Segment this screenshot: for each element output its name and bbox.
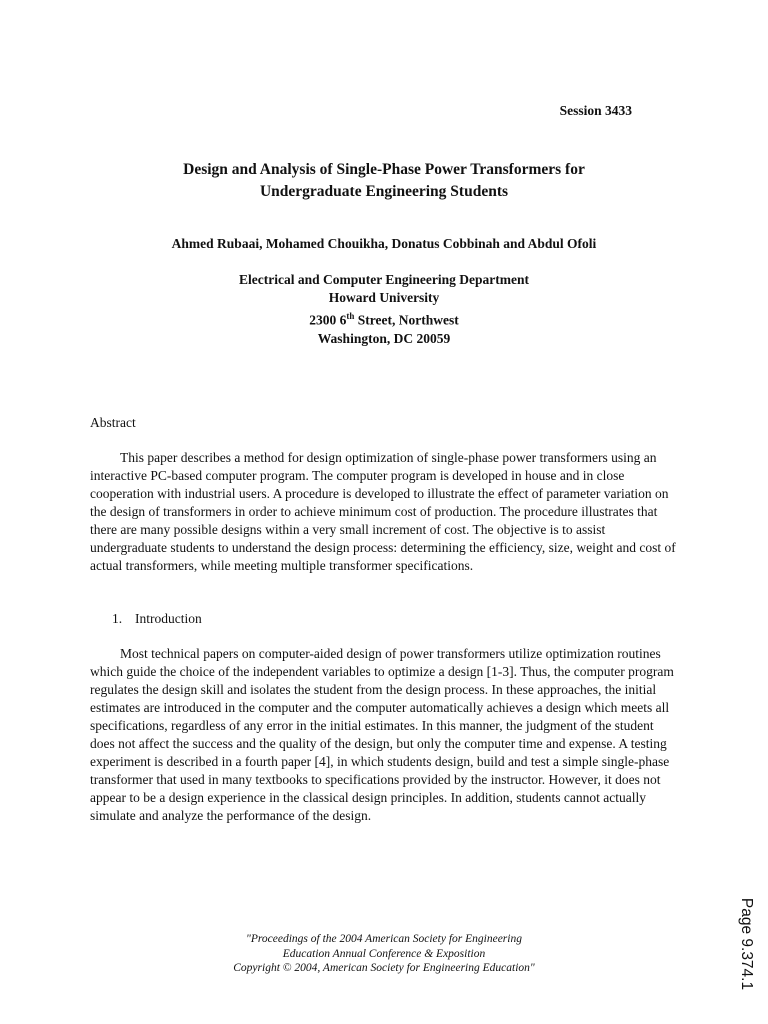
proceedings-footer [0,932,768,976]
city: Washington, DC 20059 [317,330,451,346]
abstract-heading: Abstract [90,415,136,430]
street-address: 2300 6th Street, Northwest [309,311,459,328]
paper-title [0,159,768,203]
footer-line-1: "Proceedings of the 2004 American Society for Engineering [246,933,522,945]
affiliation [0,271,768,348]
footer-line-3: Copyright © 2004, American Society for Engineering Education" [233,962,535,974]
introduction-paragraph: Most technical papers on computer-aided design of power transformers utilize optimization routines which guide the choice of the independent variables to optimize a design [1-3]. Thus, the computer program regulates the design skill and isolates the student from the design process. In these approaches, the initial estimates are introduced in the computer and the computer automatically achieves a design which meets all specifications, regardless of any error in the initial estimates. In this manner, the judgment of the student does not affect the success and the quality of the design, but only the computer time and expense. A testing experiment is described in a fourth paper [4], in which students design, build and test a simple single-phase transformer that used in many textbooks to specifications provided by the instructor. However, it does not appear to be a design experience in the classical design principles. In addition, students cannot actually simulate and analyze the performance of the design. [90,646,674,823]
department: Electrical and Computer Engineering Department [239,272,529,287]
session-number: Session 3433 [559,103,632,118]
footer-line-2: Education Annual Conference & Exposition [282,947,486,960]
abstract-paragraph: This paper describes a method for design optimization of single-phase power transformers using an interactive PC-based computer program. The computer program is developed in house and in close cooperation with industrial users. A procedure is developed to illustrate the effect of parameter variation on the design of transformers in order to achieve minimum cost of production. The procedure illustrates that there are many possible designs within a very small increment of cost. The objective is to assist undergraduate students to understand the design process: determining the efficiency, size, weight and cost of actual transformers, while meeting multiple transformer specifications. [90,450,676,573]
page-identifier: Page 9.374.1 [738,897,755,991]
university: Howard University [328,290,440,305]
author-list: Ahmed Rubaai, Mohamed Chouikha, Donatus Cobbinah and Abdul Ofoli [171,236,597,251]
title-line-1: Design and Analysis of Single-Phase Power Transformers for [183,161,585,178]
section-heading-introduction: 1. Introduction [112,611,202,626]
title-line-2: Undergraduate Engineering Students [259,183,509,200]
